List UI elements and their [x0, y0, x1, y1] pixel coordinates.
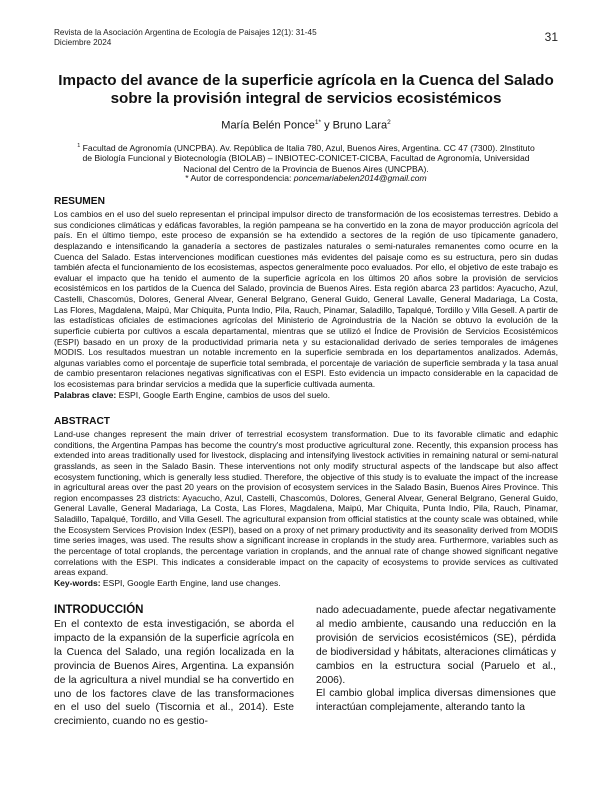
keywords: ESPI, Google Earth Engine, cambios de usos del suelo. — [116, 389, 331, 400]
resumen-text: Los cambios en el uso del suelo representan el principal impulsor directo de transformación de los ecosistemas terrestres. Debido a sus condiciones climáticas y edáficas favorables, la región pampeana se ha convertido en la zona de mayor producción agrícola del país. En el último tiempo, este proceso de expansión se ha extendido a sectores de la región de uso típicamente ganadero, desplazando e intensificando la ganadería a sectores de pastizales naturales o semi-naturales remanentes como ocurre en la Cuenca del Salado. Estas intervenciones modifican cuestiones más evidentes del paisaje como es su estructura, pero sin dudas también afecta el funcionamiento de los ecosistemas, aspectos generalmente poco evaluados. Por ello, el objetivo de este trabajo es evaluar el impacto que ha tenido el aumento de la superficie agrícola en los últimos 20 años sobre la provisión de servicios ecosistémicos en los partidos de la Cuenca del Salado, provincia de Buenos Aires. Esta región abarca 23 partidos: Ayacucho, Azul, Castelli, Chascomús, Dolores, General Alvear, General Belgrano, General Guido, General Lavalle, General Madariaga, La Costa, Las Flores, Magdalena, Maipú, Mar Chiquita, Punta Indio, Pila, Rauch, Pinamar, Saladillo, Tapalqué, Tordillo y Villa Gesell. A partir de las estadísticas oficiales de estimaciones agrícolas del Ministerio de Agroindustria de la Nación se obtuvo la evolución de la superficie cubierta por cultivos a escala departamental, mientras que se utilizó el Índice de Provisión de Servicios Ecosistémicos (ESPI) basado en un proxy de la productividad primaria neta y su estacionalidad derivado de series temporales de imágenes MODIS. Los resultados muestran un notable incremento en la superficie sembrada en los departamentos analizados. Además, algunas variables como el porcentaje de superficie total sembrada, el porcentaje de variación de superficie sembrada y la tasa anual de cambio presentaron relaciones negativas significativas con el ESPI. Esto evidencia un impacto considerable en la capacidad de los ecosistemas para brindar servicios a medida que la superficie cultivada aumenta. — [54, 209, 558, 389]
keywords: ESPI, Google Earth Engine, land use changes. — [100, 577, 281, 588]
correspondence-email: poncemariabelen2014@gmail.com — [293, 173, 427, 183]
correspondence-label: * Autor de correspondencia: — [185, 173, 294, 183]
resumen-heading: RESUMEN — [54, 196, 105, 207]
intro-paragraph: En el contexto de esta investigación, se aborda el impacto de la expansión de la superficie agrícola en la Cuenca del Salado, una región localizada en la provincia de Buenos Aires, Argentina. La expansión de la agricultura a nivel mundial se ha convertido en uno de los factores clave de las transformaciones en el uso del suelo (Tiscornia et al., 2014). Este crecimiento, cuando no es gestio- — [54, 619, 294, 728]
keywords-label: Key-words: — [54, 577, 101, 588]
author-conjunction: y — [321, 119, 333, 132]
affiliation-superscript: 1 — [77, 143, 81, 149]
abstract-body — [54, 429, 558, 588]
journal-header — [54, 28, 317, 48]
affiliations — [76, 141, 536, 175]
author-name: Bruno Lara — [332, 119, 388, 132]
intro-left-column — [54, 618, 294, 729]
author-superscript: 1* — [314, 119, 322, 126]
author-line — [0, 119, 612, 132]
author-name: María Belén Ponce — [221, 119, 315, 132]
intro-paragraph: El cambio global implica diversas dimensiones que interactúan complejamente, alterando tanto la — [316, 688, 556, 714]
affiliation-text: Facultad de Agronomía (UNCPBA). Av. República de Italia 780, Azul, Buenos Aires, Argentina. CC 47 (7300). 2Instituto de Biología Funcional y Biotecnología (BIOLAB) – INBIOTEC-CONICET-CICBA, Facultad de Agronomía, Universidad Nacional del Centro de la Provincia de Buenos Aires (UNCPBA). — [80, 142, 535, 175]
page-number: 31 — [544, 30, 558, 44]
correspondence — [0, 173, 612, 183]
journal-date: Diciembre 2024 — [54, 38, 112, 47]
keywords-label: Palabras clave: — [54, 389, 117, 400]
resumen-body — [54, 209, 558, 400]
article-title: Impacto del avance de la superficie agrícola en la Cuenca del Salado sobre la provisión integral de servicios ecosistémicos — [58, 72, 554, 107]
intro-right-column — [316, 604, 556, 715]
introduccion-heading: INTRODUCCIÓN — [54, 604, 144, 616]
abstract-heading: ABSTRACT — [54, 416, 111, 427]
intro-paragraph: nado adecuadamente, puede afectar negativamente al medio ambiente, causando una reducción en la provisión de servicios ecosistémicos (SE), pérdida de biodiversidad y hábitats, alteraciones climáticas y cambios en la estructura social (Paruelo et al., 2006). — [316, 605, 556, 686]
journal-citation: Revista de la Asociación Argentina de Ecología de Paisajes 12(1): 31-45 — [54, 28, 317, 37]
abstract-text: Land-use changes represent the main driver of terrestrial ecosystem transformation. Due to its favorable climatic and edaphic conditions, the Argentina Pampas has become the country's most productive agricultural zone. Recently, this expansion process has extended into areas traditionally used for livestock, displacing and intensifying livestock activities in remaining natural or semi-natural grasslands, as seen in the Salado Basin. These interventions not only modify structural aspects of the landscape but also affect ecosystem functioning, which is generally less studied. Therefore, the objective of this study is to evaluate the impact of the increase in agricultural areas over the past 20 years on the provision of ecosystem services in the Salado Basin, Buenos Aires Province. This region encompasses 23 districts: Ayacucho, Azul, Castelli, Chascomús, Dolores, General Alvear, General Belgrano, General Guido, General Lavalle, General Madariaga, La Costa, Las Flores, Magdalena, Maipú, Mar Chiquita, Punta Indio, Pila, Rauch, Pinamar, Saladillo, Tapalqué, Tordillo, and Villa Gesell. The agricultural expansion from official statistics at the county scale was obtained, while the Ecosystem Services Provision Index (ESPI), based on a proxy of net primary productivity and its seasonality derived from MODIS time series images, was used. The results show a significant increase in croplands in the study area. Furthermore, variables such as the percentage of total croplands, the percentage variation in croplands, and the annual rate of change showed significant negative correlations with the ESPI. This indicates a considerable impact on the capacity of ecosystems to provide services as cultivated areas expand. — [54, 429, 558, 578]
author-superscript: 2 — [387, 119, 391, 126]
